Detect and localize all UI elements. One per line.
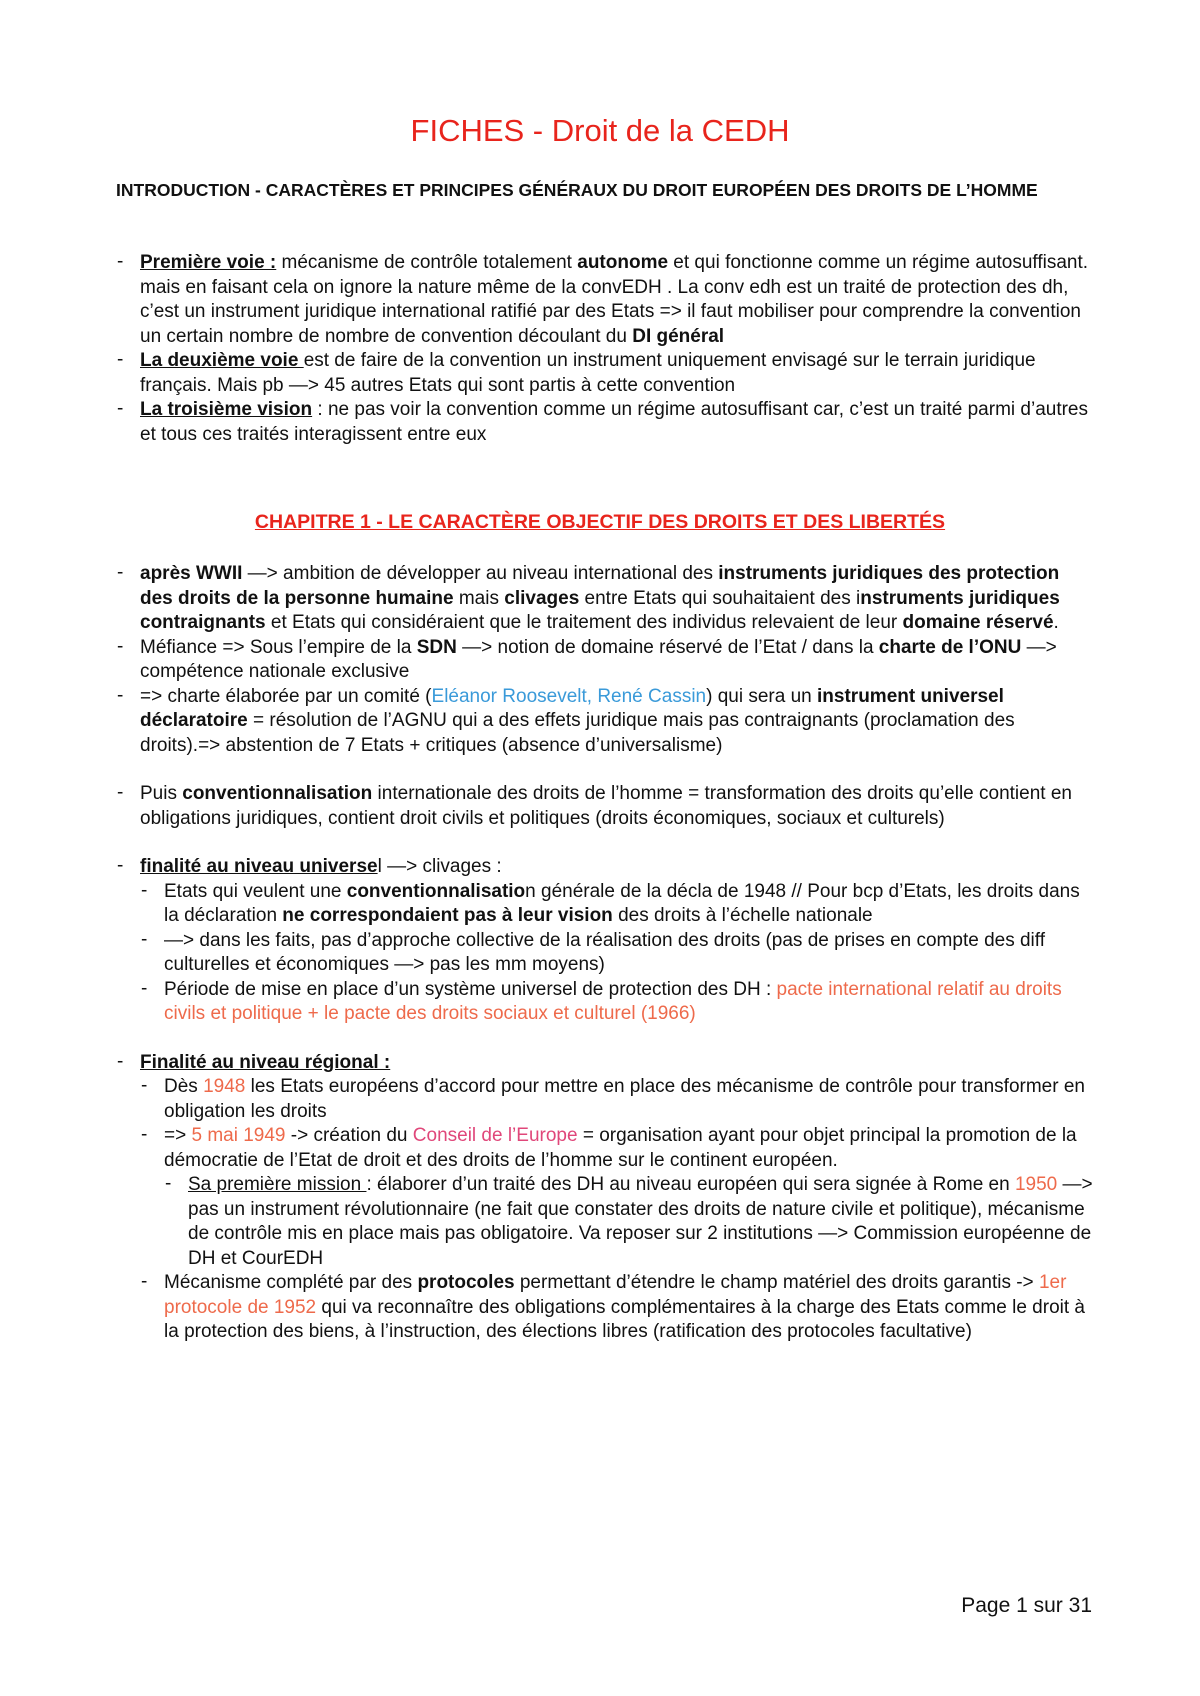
- text: Dès: [164, 1076, 204, 1097]
- text: —> pas un instrument révolutionnaire (ne fait que constater des droits de nature civile et politique), mécanisme de contrôle mis en place mais pas obligatoire. Va reposer sur 2 institutions —> Commission européenne de DH et CourEDH: [188, 1174, 1093, 1269]
- bold-text: nstruments juridiques contraignants: [140, 587, 1060, 633]
- text: —> notion de domaine réservé de l’Etat / dans la: [456, 636, 879, 658]
- text: => charte élaborée par un comité (: [140, 685, 432, 707]
- sub-list-item: [140, 1271, 1096, 1345]
- text: -> création du: [285, 1125, 413, 1146]
- highlight-text: 1948: [203, 1076, 246, 1097]
- item-lead: Sa première mission: [188, 1174, 367, 1195]
- text: internationale des droits de l’homme = transformation des droits qu’elle contient en obligations juridiques, contient droit civils et politiques (droits économiques, sociaux et culturels): [140, 783, 1072, 829]
- sub-list-item: [140, 1124, 1096, 1271]
- text: n générale de la décla de 1948 // Pour bcp d’Etats, les droits dans la déclaration: [164, 880, 1080, 926]
- intro-list: [116, 251, 1096, 447]
- list-item: [116, 562, 1096, 636]
- text: mais: [453, 587, 505, 609]
- bold-text: après WWII: [140, 563, 243, 584]
- highlight-text: Eléanor Roosevelt, René Cassin: [431, 685, 707, 707]
- highlight-text: 5 mai 1949: [191, 1125, 286, 1146]
- text: est de faire de la convention un instrument uniquement envisagé sur le terrain juridique français. Mais pb —> 45 autres Etats qui sont partis à cette convention: [140, 350, 1036, 396]
- text: entre Etats qui souhaitaient des i: [579, 587, 861, 609]
- text: —> ambition de développer au niveau international des: [242, 563, 719, 584]
- highlight-text: Conseil de l’Europe: [412, 1125, 578, 1146]
- text: et qui fonctionne comme un régime autosuffisant. mais en faisant cela on ignore la nature même de la convEDH . La conv edh est un traité de protection des dh, c’est un instrument juridique international ratifié par des Etats => il faut mobiliser pour comprendre la convention un certain nombre de nombre de convention découlant du: [140, 252, 1089, 347]
- list-item: [116, 636, 1096, 685]
- text: —> compétence nationale exclusive: [140, 636, 1057, 682]
- sub-list-item: [140, 978, 1096, 1027]
- text: = organisation ayant pour objet principal la promotion de la démocratie de l’Etat de droit et des droits de l’homme sur le continent européen.: [164, 1125, 1077, 1171]
- chapter-body: [116, 562, 1096, 1345]
- text: et Etats qui considéraient que le traitement des individus relevaient de leur: [265, 612, 903, 633]
- item-lead: finalité au niveau universe: [140, 856, 378, 877]
- bold-text: instruments juridiques des protection des droits de la personne humaine: [140, 563, 1060, 609]
- text: qui va reconnaître des obligations complémentaires à la charge des Etats comme le droit à la protection des biens, à l’instruction, des élections libres (ratification des protocoles facultative): [164, 1296, 1085, 1342]
- text: les Etats européens d’accord pour mettre en place des mécanisme de contrôle pour transformer en obligation les droits: [164, 1076, 1085, 1122]
- bold-text: conventionnalisation: [182, 783, 373, 804]
- text: : ne pas voir la convention comme un régime autosuffisant car, c’est un traité parmi d’autres et tous ces traités interagissent entre eux: [140, 399, 1088, 445]
- bold-text: DI général: [632, 325, 725, 347]
- text: = résolution de l’AGNU qui a des effets juridique mais pas contraignants (proclamation des droits).=> abstention de 7 Etats + critiques (absence d’universalisme): [140, 710, 1015, 756]
- text: ) qui sera un: [706, 685, 818, 707]
- text: Puis: [140, 783, 183, 804]
- text: mécanisme de contrôle totalement: [276, 252, 578, 273]
- sub-list-item: [140, 1075, 1096, 1124]
- highlight-text: 1950: [1014, 1174, 1058, 1195]
- text: permettant d’étendre le champ matériel des droits garantis ->: [514, 1272, 1039, 1293]
- text: Etats qui veulent une: [164, 880, 347, 902]
- list-item: [116, 685, 1096, 759]
- list-item: [116, 782, 1096, 831]
- highlight-text: 1er protocole de 1952: [164, 1272, 1067, 1318]
- bold-text: conventionnalisatio: [346, 880, 526, 902]
- bold-text: charte de l’ONU: [878, 636, 1022, 658]
- intro-item-first-voie: [116, 251, 1096, 349]
- sub-list-item: [140, 880, 1096, 929]
- intro-item-second-voie: [116, 349, 1096, 398]
- item-lead: La deuxième voie: [140, 350, 304, 371]
- highlight-text: pacte international relatif au droits civils et politique + le pacte des droits sociaux et culturel (1966): [164, 978, 1062, 1024]
- bold-text: ne correspondaient pas à leur vision: [282, 905, 613, 926]
- document-title: FICHES - Droit de la CEDH: [410, 113, 790, 148]
- text: Méfiance => Sous l’empire de la: [140, 636, 417, 658]
- sub-sub-list-item: [164, 1173, 1096, 1271]
- text: : élaborer d’un traité des DH au niveau européen qui sera signée à Rome en: [366, 1174, 1015, 1195]
- bold-text: clivages: [504, 587, 580, 609]
- item-lead: Finalité au niveau régional :: [140, 1051, 391, 1073]
- bold-text: SDN: [416, 636, 457, 658]
- list-item-regional: [116, 1051, 1096, 1345]
- sub-list-item: [140, 929, 1096, 978]
- text: =>: [164, 1125, 192, 1146]
- text: des droits à l’échelle nationale: [612, 905, 873, 926]
- bold-text: domaine réservé: [902, 612, 1054, 633]
- intro-heading: INTRODUCTION - CARACTÈRES ET PRINCIPES GÉNÉRAUX DU DROIT EUROPÉEN DES DROITS DE L’HOMME: [116, 180, 1038, 200]
- page-number: Page 1 sur 31: [961, 1594, 1092, 1617]
- list-item-universal: [116, 855, 1096, 1027]
- text: .: [1053, 612, 1059, 633]
- bold-text: instrument universel déclaratoire: [140, 685, 1004, 731]
- bold-text: protocoles: [417, 1272, 515, 1293]
- chapter-heading: CHAPITRE 1 - LE CARACTÈRE OBJECTIF DES DROITS ET DES LIBERTÉS: [254, 511, 946, 533]
- bold-text: autonome: [577, 252, 669, 273]
- text: l —> clivages :: [377, 856, 502, 877]
- text: Période de mise en place d’un système universel de protection des DH :: [164, 978, 777, 1000]
- text: —> dans les faits, pas d’approche collective de la réalisation des droits (pas de prises en compte des diff culturelles et économiques —> pas les mm moyens): [164, 929, 1045, 975]
- item-lead: La troisième vision: [140, 399, 313, 420]
- item-lead: Première voie :: [140, 252, 277, 273]
- text: Mécanisme complété par des: [164, 1272, 418, 1293]
- intro-item-third-vision: [116, 398, 1096, 447]
